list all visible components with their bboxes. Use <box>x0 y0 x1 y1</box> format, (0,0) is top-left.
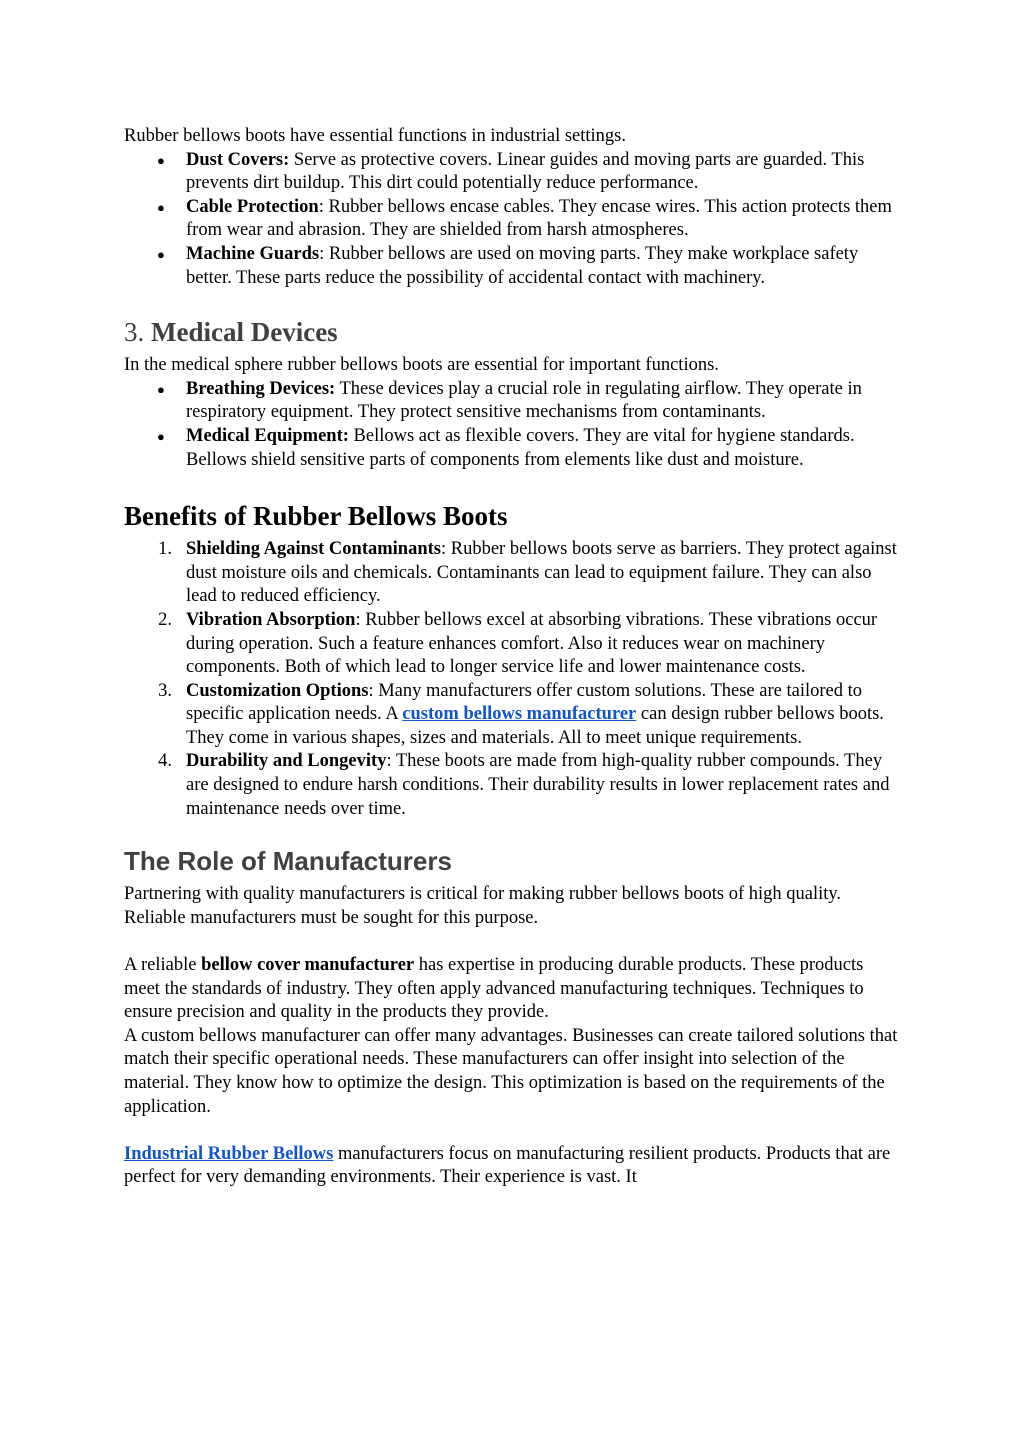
bullet-icon: ● <box>157 152 165 168</box>
bullet-icon: ● <box>157 381 165 397</box>
list-item-text: : Many manufacturers offer custom solutions. These are tailored to specific application needs. A <box>186 680 862 725</box>
industrial-functions-list <box>124 149 899 291</box>
medical-devices-heading <box>124 316 899 348</box>
list-item-term: Durability and Longevity <box>186 751 387 772</box>
list-item-term: Vibration Absorption <box>186 609 356 630</box>
paragraph-text: A reliable <box>124 955 202 976</box>
list-item-text: Serve as protective covers. Linear guides and moving parts are guarded. This prevents dirt buildup. This dirt could potentially reduce performance. <box>186 149 865 194</box>
manufacturers-paragraph-4 <box>124 1143 899 1190</box>
paragraph-text: has expertise in producing durable products. These products meet the standards of industry. They often apply advanced manufacturing techniques. Techniques to ensure precision and quality in the products they provide. <box>124 955 864 1023</box>
list-item <box>124 750 899 821</box>
manufacturers-heading: The Role of Manufacturers <box>124 846 452 877</box>
heading-number: 3. <box>124 317 151 348</box>
list-item-term: Customization Options <box>186 680 369 701</box>
list-item-text: Bellows act as flexible covers. They are vital for hygiene standards. Bellows shield sensitive parts of components from elements like dust and moisture. <box>186 425 855 470</box>
list-item-text: : These boots are made from high-quality rubber compounds. They are designed to endure harsh conditions. Their durability results in lower replacement rates and maintenance needs over time. <box>186 751 890 819</box>
industrial-intro: Rubber bellows boots have essential functions in industrial settings. <box>124 126 627 146</box>
custom-bellows-manufacturer-link[interactable]: custom bellows manufacturer <box>402 704 637 725</box>
list-item-term: Breathing Devices: <box>186 378 336 399</box>
list-item-text: : Rubber bellows boots serve as barriers. They protect against dust moisture oils and chemicals. Contaminants can lead to equipment failure. They can also lead to reduced efficiency. <box>186 539 897 607</box>
list-number: 2. <box>158 609 172 630</box>
list-item-text: These devices play a crucial role in regulating airflow. They operate in respiratory equipment. They protect sensitive mechanisms from contaminants. <box>186 378 862 423</box>
list-item-text: : Rubber bellows are used on moving parts. They make workplace safety better. These parts reduce the possibility of accidental contact with machinery. <box>186 243 859 288</box>
bold-term: bellow cover manufacturer <box>201 955 415 976</box>
paragraph-gap <box>124 1119 899 1143</box>
bullet-icon: ● <box>157 428 165 444</box>
industrial-rubber-bellows-link[interactable]: Industrial Rubber Bellows <box>124 1143 334 1164</box>
document-body <box>124 125 899 1190</box>
manufacturers-paragraph-3: A custom bellows manufacturer can offer many advantages. Businesses can create tailored solutions that match their specific operational needs. These manufacturers can offer insight into selection of the material. They know how to optimize the design. This optimization is based on the requirements of the application. <box>124 1025 898 1117</box>
medical-functions-list <box>124 378 899 472</box>
medical-intro: In the medical sphere rubber bellows boots are essential for important functions. <box>124 355 719 376</box>
benefits-list <box>124 538 899 821</box>
list-item-term: Dust Covers: <box>186 149 290 170</box>
list-number: 3. <box>158 680 172 701</box>
list-item <box>124 149 899 196</box>
list-item <box>124 196 899 243</box>
list-item-term: Medical Equipment: <box>186 425 349 446</box>
list-number: 1. <box>158 539 172 560</box>
list-item <box>124 243 899 290</box>
list-item <box>124 425 899 472</box>
bullet-icon: ● <box>157 199 165 215</box>
list-item-text: can design rubber bellows boots. They come in various shapes, sizes and materials. All to meet unique requirements. <box>186 704 884 748</box>
paragraph-text: manufacturers focus on manufacturing resilient products. Products that are perfect for very demanding environments. Their experience is vast. It <box>124 1143 891 1188</box>
list-item <box>124 609 899 680</box>
manufacturers-paragraph-2 <box>124 954 899 1025</box>
list-item <box>124 378 899 425</box>
list-item-term: Machine Guards <box>186 243 320 264</box>
list-item-term: Shielding Against Contaminants <box>186 539 441 560</box>
heading-text: Medical Devices <box>151 317 338 348</box>
paragraph-gap <box>124 930 899 954</box>
list-item <box>124 538 899 609</box>
benefits-heading: Benefits of Rubber Bellows Boots <box>124 501 508 532</box>
list-item-text: : Rubber bellows excel at absorbing vibrations. These vibrations occur during operation. Such a feature enhances comfort. Also it reduces wear on machinery components. Both of which lead to longer service life and lower maintenance costs. <box>186 609 878 678</box>
list-item <box>124 680 899 751</box>
list-number: 4. <box>158 751 172 772</box>
manufacturers-paragraph-1: Partnering with quality manufacturers is critical for making rubber bellows boots of high quality. Reliable manufacturers must be sought for this purpose. <box>124 884 842 928</box>
list-item-text: : Rubber bellows encase cables. They encase wires. This action protects them from wear and abrasion. They are shielded from harsh atmospheres. <box>186 196 892 241</box>
bullet-icon: ● <box>157 246 165 262</box>
list-item-term: Cable Protection <box>186 196 319 217</box>
